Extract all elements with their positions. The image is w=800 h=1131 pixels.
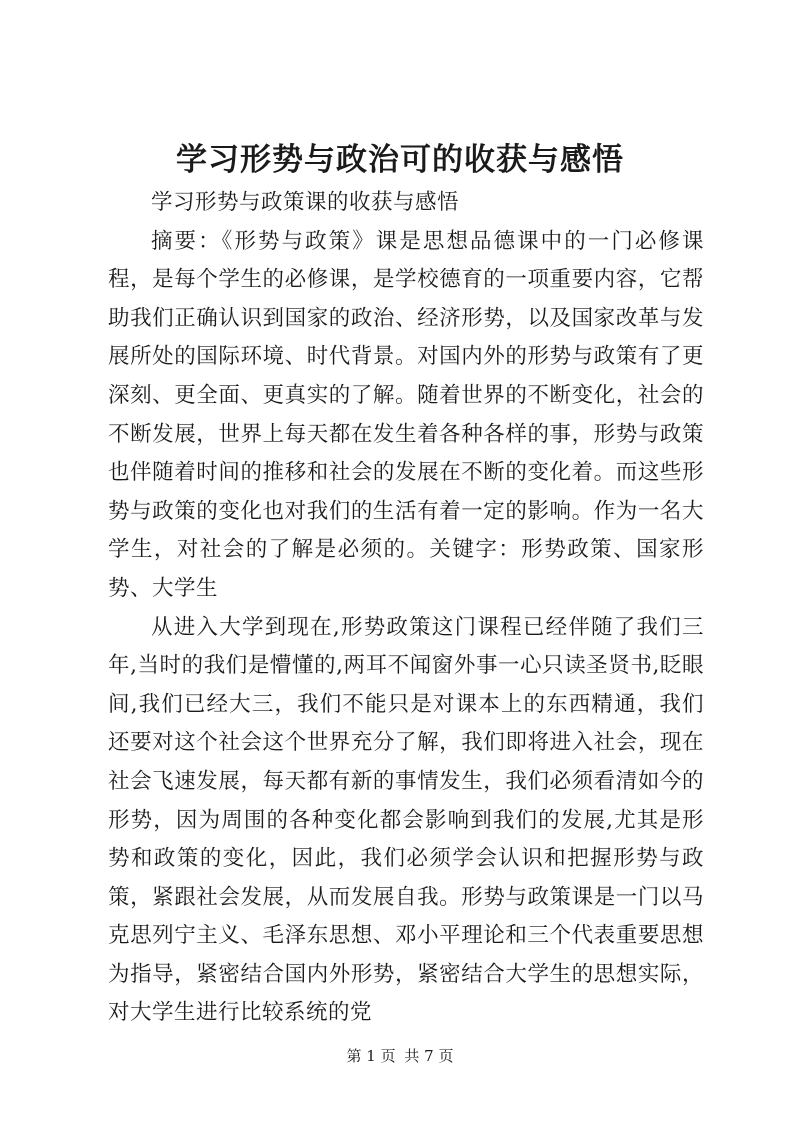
page-footer [0, 1046, 800, 1066]
paragraph-subtitle: 学习形势与政策课的收获与感悟 [151, 190, 460, 215]
page-total: 共 7 页 [404, 1047, 454, 1065]
document-title: 学习形势与政治可的收获与感悟 [176, 142, 624, 178]
document-body [108, 184, 704, 1033]
paragraph-abstract: 摘要：《形势与政策》课是思想品德课中的一门必修课程，是每个学生的必修课，是学校德育的一项重要内容，它帮助我们正确认识到国家的政治、经济形势，以及国家改革与发展所处的国际环境、时代背景。对国内外的形势与政策有了更深刻、更全面、更真实的了解。随着世界的不断变化，社会的不断发展，世界上每天都在发生着各种各样的事，形势与政策也伴随着时间的推移和社会的发展在不断的变化着。而这些形势与政策的变化也对我们的生活有着一定的影响。作为一名大学生，对社会的了解是必须的。关键字：形势政策、国家形势、大学生 [108, 228, 704, 601]
paragraph-body: 从进入大学到现在,形势政策这门课程已经伴随了我们三年,当时的我们是懵懂的,两耳不闻窗外事一心只读圣贤书,眨眼间,我们已经大三，我们不能只是对课本上的东西精通，我们还要对这个社会这个世界充分了解，我们即将进入社会，现在社会飞速发展，每天都有新的事情发生，我们必须看清如今的形势，因为周围的各种变化都会影响到我们的发展,尤其是形势和政策的变化，因此，我们必须学会认识和把握形势与政策，紧跟社会发展，从而发展自我。形势与政策课是一门以马克思列宁主义、毛泽东思想、邓小平理论和三个代表重要思想为指导，紧密结合国内外形势，紧密结合大学生的思想实际，对大学生进行比较系统的党 [108, 614, 704, 1026]
page-number: 第 1 页 [346, 1047, 396, 1065]
